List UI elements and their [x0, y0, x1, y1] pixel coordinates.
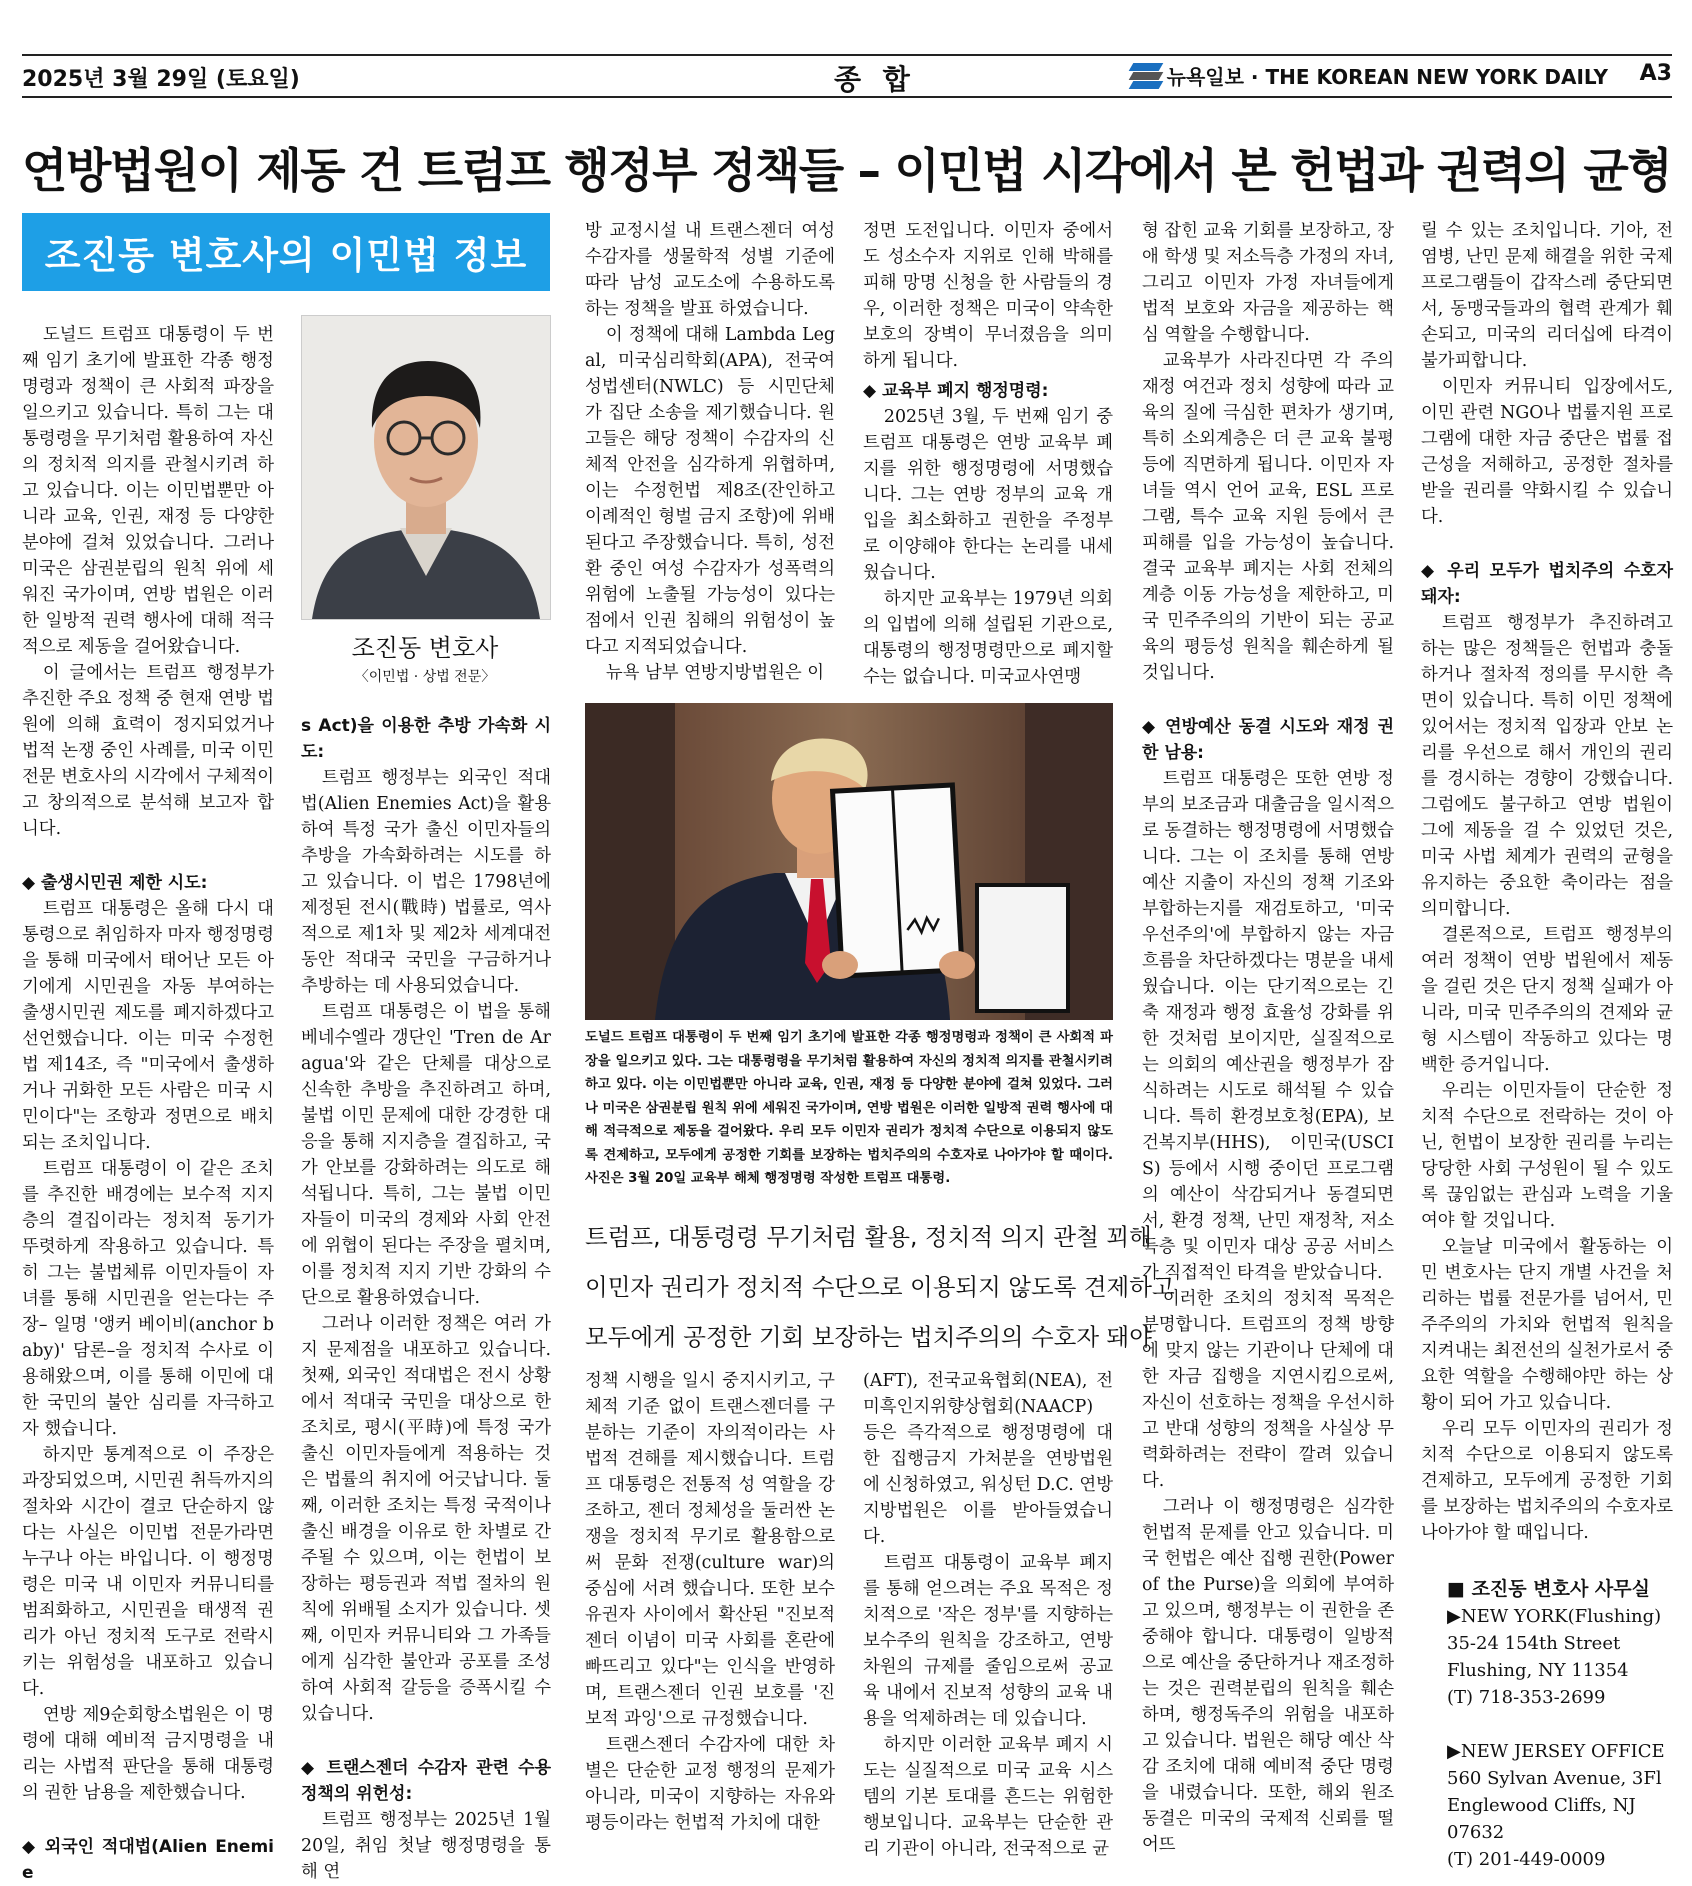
body-paragraph: 연방 제9순회항소법원은 이 명령에 대해 예비적 금지명령을 내리는 사법적 판단을 통해 대통령의 권한 남용을 제한했습니다. — [22, 1705, 274, 1803]
body-paragraph: 정면 도전입니다. 이민자 중에서도 성소수자 지위로 인해 박해를 피해 망명 신청을 한 사람들의 경우, 이러한 정책은 미국이 약속한 보호의 장벽이 무너졌음을 의미하게 됩니다. — [863, 221, 1113, 371]
office-title: ■ 조진동 변호사 사무실 — [1447, 1578, 1650, 1600]
author-portrait — [301, 315, 551, 620]
article-photo — [585, 703, 1113, 1020]
body-paragraph: 릴 수 있는 조치입니다. 기아, 전염병, 난민 문제 해결을 위한 국제 프로그램들이 갑작스레 중단되면서, 동맹국들과의 협력 관계가 훼손되고, 미국의 리더십에 타격이 불가피합니다. — [1421, 221, 1673, 371]
section-subheading: ◆ 외국인 적대법(Alien Enemie — [22, 1837, 274, 1883]
article-column-3-top — [585, 218, 835, 686]
issue-date: 2025년 3월 29일 (토요일) — [22, 67, 300, 92]
body-paragraph: 형 잡힌 교육 기회를 보장하고, 장애 학생 및 저소득층 가정의 자녀, 그리고 이민자 가정 자녀들에게 법적 보호와 자금을 제공하는 핵심 역할을 수행합니다. — [1142, 221, 1394, 345]
article-column-5 — [1142, 218, 1394, 1855]
masthead — [1131, 61, 1608, 90]
ny-address-line2: Flushing, NY 11354 — [1447, 1660, 1629, 1681]
pull-quote-1: 트럼프, 대통령령 무기처럼 활용, 정치적 의지 관철 꾀해 — [585, 1223, 1152, 1251]
body-paragraph: 트럼프 대통령이 교육부 폐지를 통해 얻으려는 주요 목적은 정치적으로 '작은 정부'를 지향하는 보수주의 원칙을 강조하고, 연방 차원의 규제를 줄임으로써 공교육 내에서 진보적 성향의 교육 내용을 억제하려는 데 있습니다. — [863, 1553, 1113, 1729]
law-office-info — [1447, 1576, 1677, 1873]
article-column-6 — [1421, 218, 1673, 1558]
section-subheading: ◆ 교육부 폐지 행정명령: — [863, 381, 1049, 401]
section-subheading: s Act)을 이용한 추방 가속화 시도: — [301, 716, 551, 762]
body-paragraph: 결론적으로, 트럼프 행정부의 여러 정책이 연방 법원에서 제동을 걸린 것은 단지 정책 실패가 아니라, 미국 민주주의의 견제와 균형 시스템이 작동하고 있다는 명백한 증거입니다. — [1421, 925, 1673, 1075]
body-paragraph: 하지만 교육부는 1979년 의회의 입법에 의해 설립된 기관으로, 대통령의 행정명령만으로 폐지할 수는 없습니다. 미국교사연맹 — [863, 589, 1113, 687]
body-paragraph: 그러나 이러한 정책은 여러 가지 문제점을 내포하고 있습니다. 첫째, 외국인 적대법은 전시 상황에서 적대국 국민을 대상으로 한 조치로, 평시(平時)에 특정 국가 출신 이민자들에게 적용하는 것은 법률의 취지에 어긋납니다. 둘째, 이러한 조치는 특정 국적이나 출신 배경을 이유로 한 차별로 간주될 수 있으며, 이는 헌법이 보장하는 평등권과 적법 절차의 원칙에 위배될 소지가 있습니다. 셋째, 이민자 커뮤니티와 그 가족들에게 심각한 불안과 공포를 조성하여 사회적 갈등을 증폭시킬 수 있습니다. — [301, 1314, 551, 1724]
section-subheading: ◆ 출생시민권 제한 시도: — [22, 873, 208, 893]
article-column-4-top — [863, 218, 1113, 686]
newspaper-logo-icon — [1131, 63, 1161, 89]
article-column-1 — [22, 322, 274, 1883]
body-paragraph: 정책 시행을 일시 중지시키고, 구체적 기준 없이 트랜스젠더를 구분하는 기준이 자의적이라는 사법적 견해를 제시했습니다. 트럼프 대통령은 전통적 성 역할을 강조하고, 젠더 정체성을 둘러싼 논쟁을 정치적 무기로 활용함으로써 문화 전쟁(culture war)의 중심에 서려 했습니다. 또한 보수 유권자 사이에서 확산된 "진보적 젠더 이념이 미국 사회를 혼란에 빠뜨리고 있다"는 인식을 반영하며, 트랜스젠더 인권 보호를 '진보적 과잉'으로 규정했습니다. — [585, 1371, 835, 1729]
body-paragraph: 트랜스젠더 수감자에 대한 차별은 단순한 교정 행정의 문제가 아니라, 미국이 지향하는 자유와 평등이라는 헌법적 가치에 대한 — [585, 1735, 835, 1833]
column-banner: 조진동 변호사의 이민법 정보 — [22, 213, 550, 291]
page-number: A3 — [1639, 61, 1672, 86]
body-paragraph: 트럼프 행정부는 외국인 적대법(Alien Enemies Act)을 활용하여 특정 국가 출신 이민자들의 추방을 가속화하려는 시도를 하고 있습니다. 이 법은 1798년에 제정된 전시(戰時) 법률로, 역사적으로 제1차 및 제2차 세계대전 동안 적대국 국민을 구금하거나 추방하는 데 사용되었습니다. — [301, 768, 551, 996]
section-subheading: ◆ 트랜스젠더 수감자 관련 수용 정책의 위헌성: — [301, 1758, 551, 1804]
photo-caption: 도널드 트럼프 대통령이 두 번째 임기 초기에 발표한 각종 행정명령과 정책이 큰 사회적 파장을 일으키고 있다. 그는 대통령령을 무기처럼 활용하여 자신의 정치적 의지를 관철시키려 하고 있다. 이는 이민법뿐만 아니라 교육, 인권, 재정 등 다양한 분야에 걸쳐 있었다. 그러나 미국은 삼권분립 원칙 위에 세워진 국가이며, 연방 법원은 이러한 일방적 권력 행사에 대해 적극적으로 제동을 걸어왔다. 우리 모두 이민자 권리가 정치적 수단으로 이용되지 않도록 견제하고, 모두에게 공정한 기회를 보장하는 법치주의의 수호자로 나아가야 할 때이다. 사진은 3월 20일 교육부 해체 행정명령 작성한 트럼프 대통령. — [585, 1030, 1113, 1186]
body-paragraph: 트럼프 대통령은 올해 다시 대통령으로 취임하자 마자 행정명령을 통해 미국에서 태어난 모든 아기에게 시민권을 자동 부여하는 출생시민권 제도를 폐지하겠다고 선언했습니다. 이는 미국 수정헌법 제14조, 즉 "미국에서 출생하거나 귀화한 모든 사람은 미국 시민이다"는 조항과 정면으로 배치되는 조치입니다. — [22, 899, 274, 1153]
body-paragraph: 트럼프 대통령은 또한 연방 정부의 보조금과 대출금을 일시적으로 동결하는 행정명령에 서명했습니다. 그는 이 조치를 통해 연방 예산 지출이 자신의 정책 기조와 부합하는지를 재검토하고, '미국 우선주의'에 부합하지 않는 자금 흐름을 차단하겠다는 명분을 내세웠습니다. 이는 단기적으로는 긴축 재정과 행정 효율성 강화를 위한 것처럼 보이지만, 실질적으로는 의회의 예산권을 행정부가 잠식하려는 시도로 해석될 수 있습니다. 특히 환경보호청(EPA), 보건복지부(HHS), 이민국(USCIS) 등에서 시행 중이던 프로그램의 예산이 삭감되거나 동결되면서, 환경 정책, 난민 재정착, 저소득층 및 이민자 대상 공공 서비스가 직접적인 타격을 받았습니다. — [1142, 769, 1394, 1283]
body-paragraph: 2025년 3월, 두 번째 임기 중 트럼프 대통령은 연방 교육부 폐지를 위한 행정명령에 서명했습니다. 그는 연방 정부의 교육 개입을 최소화하고 권한을 주정부로 이양해야 한다는 논리를 내세웠습니다. — [863, 407, 1113, 583]
body-paragraph: 하지만 이러한 교육부 폐지 시도는 실질적으로 미국 교육 시스템의 기본 토대를 흔드는 위험한 행보입니다. 교육부는 단순한 관리 기관이 아니라, 전국적으로 균 — [863, 1735, 1113, 1859]
body-paragraph: 이민자 커뮤니티 입장에서도, 이민 관련 NGO나 법률지원 프로그램에 대한 자금 중단은 법률 접근성을 저해하고, 공정한 절차를 받을 권리를 약화시킬 수 있습니다. — [1421, 377, 1673, 527]
body-paragraph: 교육부가 사라진다면 각 주의 재정 여건과 정치 성향에 따라 교육의 질에 극심한 편차가 생기며, 특히 소외계층은 더 큰 교육 불평등에 직면하게 됩니다. 이민자 자녀들 역시 언어 교육, ESL 프로그램, 특수 교육 지원 등에서 큰 피해를 입을 가능성이 높습니다. 결국 교육부 폐지는 사회 전체의 계층 이동 가능성을 제한하고, 미국 민주주의의 기반이 되는 공교육의 평등성 원칙을 훼손하게 될 것입니다. — [1142, 351, 1394, 683]
nj-phone: (T) 201-449-0009 — [1447, 1849, 1606, 1870]
ny-office-label: ▶NEW YORK(Flushing) — [1447, 1606, 1662, 1627]
body-paragraph: 트럼프 행정부가 추진하려고 하는 많은 정책들은 헌법과 충돌하거나 절차적 정의를 무시한 측면이 있습니다. 특히 이민 정책에 있어서는 정치적 입장과 안보 논리를 우선으로 해서 개인의 권리를 경시하는 경향이 강했습니다. 그럼에도 불구하고 연방 법원이 그에 제동을 걸 수 있었던 것은, 미국 사법 체계가 권력의 균형을 유지하는 중요한 축이라는 점을 의미합니다. — [1421, 613, 1673, 919]
section-subheading: ◆ 연방예산 동결 시도와 재정 권한 남용: — [1142, 717, 1394, 763]
ny-address-line1: 35-24 154th Street — [1447, 1633, 1621, 1654]
nj-address-line2: Englewood Cliffs, NJ 07632 — [1447, 1795, 1636, 1843]
body-paragraph: 우리 모두 이민자의 권리가 정치적 수단으로 이용되지 않도록 견제하고, 모두에게 공정한 기회를 보장하는 법치주의의 수호자로 나아가야 할 때입니다. — [1421, 1419, 1673, 1543]
section-title: 종 합 — [834, 63, 916, 96]
body-paragraph: 도널드 트럼프 대통령이 두 번째 임기 초기에 발표한 각종 행정명령과 정책이 큰 사회적 파장을 일으키고 있습니다. 특히 그는 대통령령을 무기처럼 활용하여 자신의 정치적 의지를 관철시키려 하고 있습니다. 이는 이민법뿐만 아니라 교육, 인권, 재정 등 다양한 분야에 걸쳐 있었습니다. 그러나 미국은 삼권분립의 원칙 위에 세워진 국가이며, 연방 법원은 이러한 일방적 권력 행사에 대해 적극적으로 제동을 걸어왔습니다. — [22, 325, 274, 657]
body-paragraph: 우리는 이민자들이 단순한 정치적 수단으로 전락하는 것이 아닌, 헌법이 보장한 권리를 누리는 당당한 사회 구성원이 될 수 있도록 끊임없는 관심과 노력을 기울여야 할 것입니다. — [1421, 1081, 1673, 1231]
author-specialty: 〈이민법 · 상법 전문〉 — [354, 669, 496, 685]
article-headline: 연방법원이 제동 건 트럼프 행정부 정책들 – 이민법 시각에서 본 헌법과 권력의 균형 — [22, 144, 1672, 199]
paper-name: 뉴욕일보 · THE KOREAN NEW YORK DAILY — [1166, 65, 1608, 89]
author-name: 조진동 변호사 — [351, 634, 499, 662]
ny-phone: (T) 718-353-2699 — [1447, 1687, 1606, 1708]
section-subheading: ◆ 우리 모두가 법치주의 수호자 돼자: — [1421, 561, 1673, 607]
pull-quote-3: 모두에게 공정한 기회 보장하는 법치주의의 수호자 돼야 — [585, 1323, 1152, 1351]
body-paragraph: 트럼프 행정부는 2025년 1월 20일, 취임 첫날 행정명령을 통해 연 — [301, 1810, 551, 1882]
article-column-3-bottom — [585, 1368, 835, 1833]
body-paragraph: 오늘날 미국에서 활동하는 이민 변호사는 단지 개별 사건을 처리하는 법률 전문가를 넘어서, 민주주의의 가치와 헌법적 원칙을 지켜내는 최전선의 실천가로서 중요한 역할을 수행해야만 하는 상황이 되어 가고 있습니다. — [1421, 1237, 1673, 1413]
nj-address-line1: 560 Sylvan Avenue, 3Fl — [1447, 1768, 1662, 1789]
body-paragraph: 방 교정시설 내 트랜스젠더 여성 수감자를 생물학적 성별 기준에 따라 남성 교도소에 수용하도록 하는 정책을 발표 하였습니다. — [585, 221, 835, 319]
body-paragraph: 뉴욕 남부 연방지방법원은 이 — [605, 663, 825, 683]
body-paragraph: 트럼프 대통령이 이 같은 조치를 추진한 배경에는 보수적 지지층의 결집이라는 정치적 동기가 뚜렷하게 작용하고 있습니다. 특히 그는 불법체류 이민자들이 자녀를 통해 시민권을 얻는다는 주장– 일명 '앵커 베이비(anchor baby)' 담론–을 정치적 수사로 이용해왔으며, 이를 통해 이민에 대한 국민의 불안 심리를 자극하고자 했습니다. — [22, 1159, 274, 1439]
nj-office-label: ▶NEW JERSEY OFFICE — [1447, 1741, 1665, 1762]
body-paragraph: 하지만 통계적으로 이 주장은 과장되었으며, 시민권 취득까지의 절차와 시간이 결코 단순하지 않다는 사실은 이민법 전문가라면 누구나 아는 바입니다. 이 행정명령은 미국 내 이민자 커뮤니티를 범죄화하고, 시민권을 태생적 권리가 아닌 정치적 도구로 전락시키는 위험성을 내포하고 있습니다. — [22, 1445, 274, 1699]
page-header — [22, 54, 1672, 98]
body-paragraph: 이 글에서는 트럼프 행정부가 추진한 주요 정책 중 현재 연방 법원에 의해 효력이 정지되었거나 법적 논쟁 중인 사례를, 미국 이민 전문 변호사의 시각에서 구체적이고 창의적으로 분석해 보고자 합니다. — [22, 663, 274, 839]
body-paragraph: 그러나 이 행정명령은 심각한 헌법적 문제를 안고 있습니다. 미국 헌법은 예산 집행 권한(Power of the Purse)을 의회에 부여하고 있으며, 행정부는 이 권한을 존중해야 합니다. 대통령이 일방적으로 예산을 중단하거나 재조정하는 것은 권력분립의 원칙을 훼손하며, 행정독주의 위험을 내포하고 있습니다. 법원은 해당 예산 삭감 조치에 대해 예비적 중단 명령을 내렸습니다. 또한, 해외 원조 동결은 미국의 국제적 신뢰를 떨어뜨 — [1142, 1497, 1394, 1855]
body-paragraph: 이러한 조치의 정치적 목적은 분명합니다. 트럼프의 정책 방향에 맞지 않는 기관이나 단체에 대한 자금 집행을 지연시킴으로써, 자신이 선호하는 정책을 우선시하고 반대 성향의 정책을 사실상 무력화하려는 전략이 깔려 있습니다. — [1142, 1289, 1394, 1491]
body-paragraph: (AFT), 전국교육협회(NEA), 전미흑인지위향상협회(NAACP) 등은 즉각적으로 행정명령에 대한 집행금지 가처분을 연방법원에 신청하였고, 워싱턴 D.C. 연방지방법원은 이를 받아들였습니다. — [863, 1371, 1113, 1547]
body-paragraph: 이 정책에 대해 Lambda Legal, 미국심리학회(APA), 전국여성법센터(NWLC) 등 시민단체가 집단 소송을 제기했습니다. 원고들은 해당 정책이 수감자의 신체적 안전을 심각하게 위협하며, 이는 수정헌법 제8조(잔인하고 이례적인 형벌 금지 조항)에 위배된다고 주장했습니다. 특히, 성전환 중인 여성 수감자가 성폭력의 위험에 노출될 가능성이 있다는 점에서 인권 침해의 위험성이 높다고 지적되었습니다. — [585, 325, 835, 657]
article-column-4-bottom — [863, 1368, 1113, 1859]
body-paragraph: 트럼프 대통령은 이 법을 통해 베네수엘라 갱단인 'Tren de Aragua'와 같은 단체를 대상으로 신속한 추방을 추진하려고 하며, 불법 이민 문제에 대한 강경한 대응을 통해 지지층을 결집하고, 국가 안보를 강화하려는 의도로 해석됩니다. 특히, 그는 불법 이민자들이 미국의 경제와 사회 안전에 위협이 된다는 주장을 펼치며, 이를 정치적 지지 기반 강화의 수단으로 활용하였습니다. — [301, 1002, 551, 1308]
pull-quote-2: 이민자 권리가 정치적 수단으로 이용되지 않도록 견제하고 — [585, 1273, 1175, 1301]
article-column-2 — [301, 713, 551, 1882]
